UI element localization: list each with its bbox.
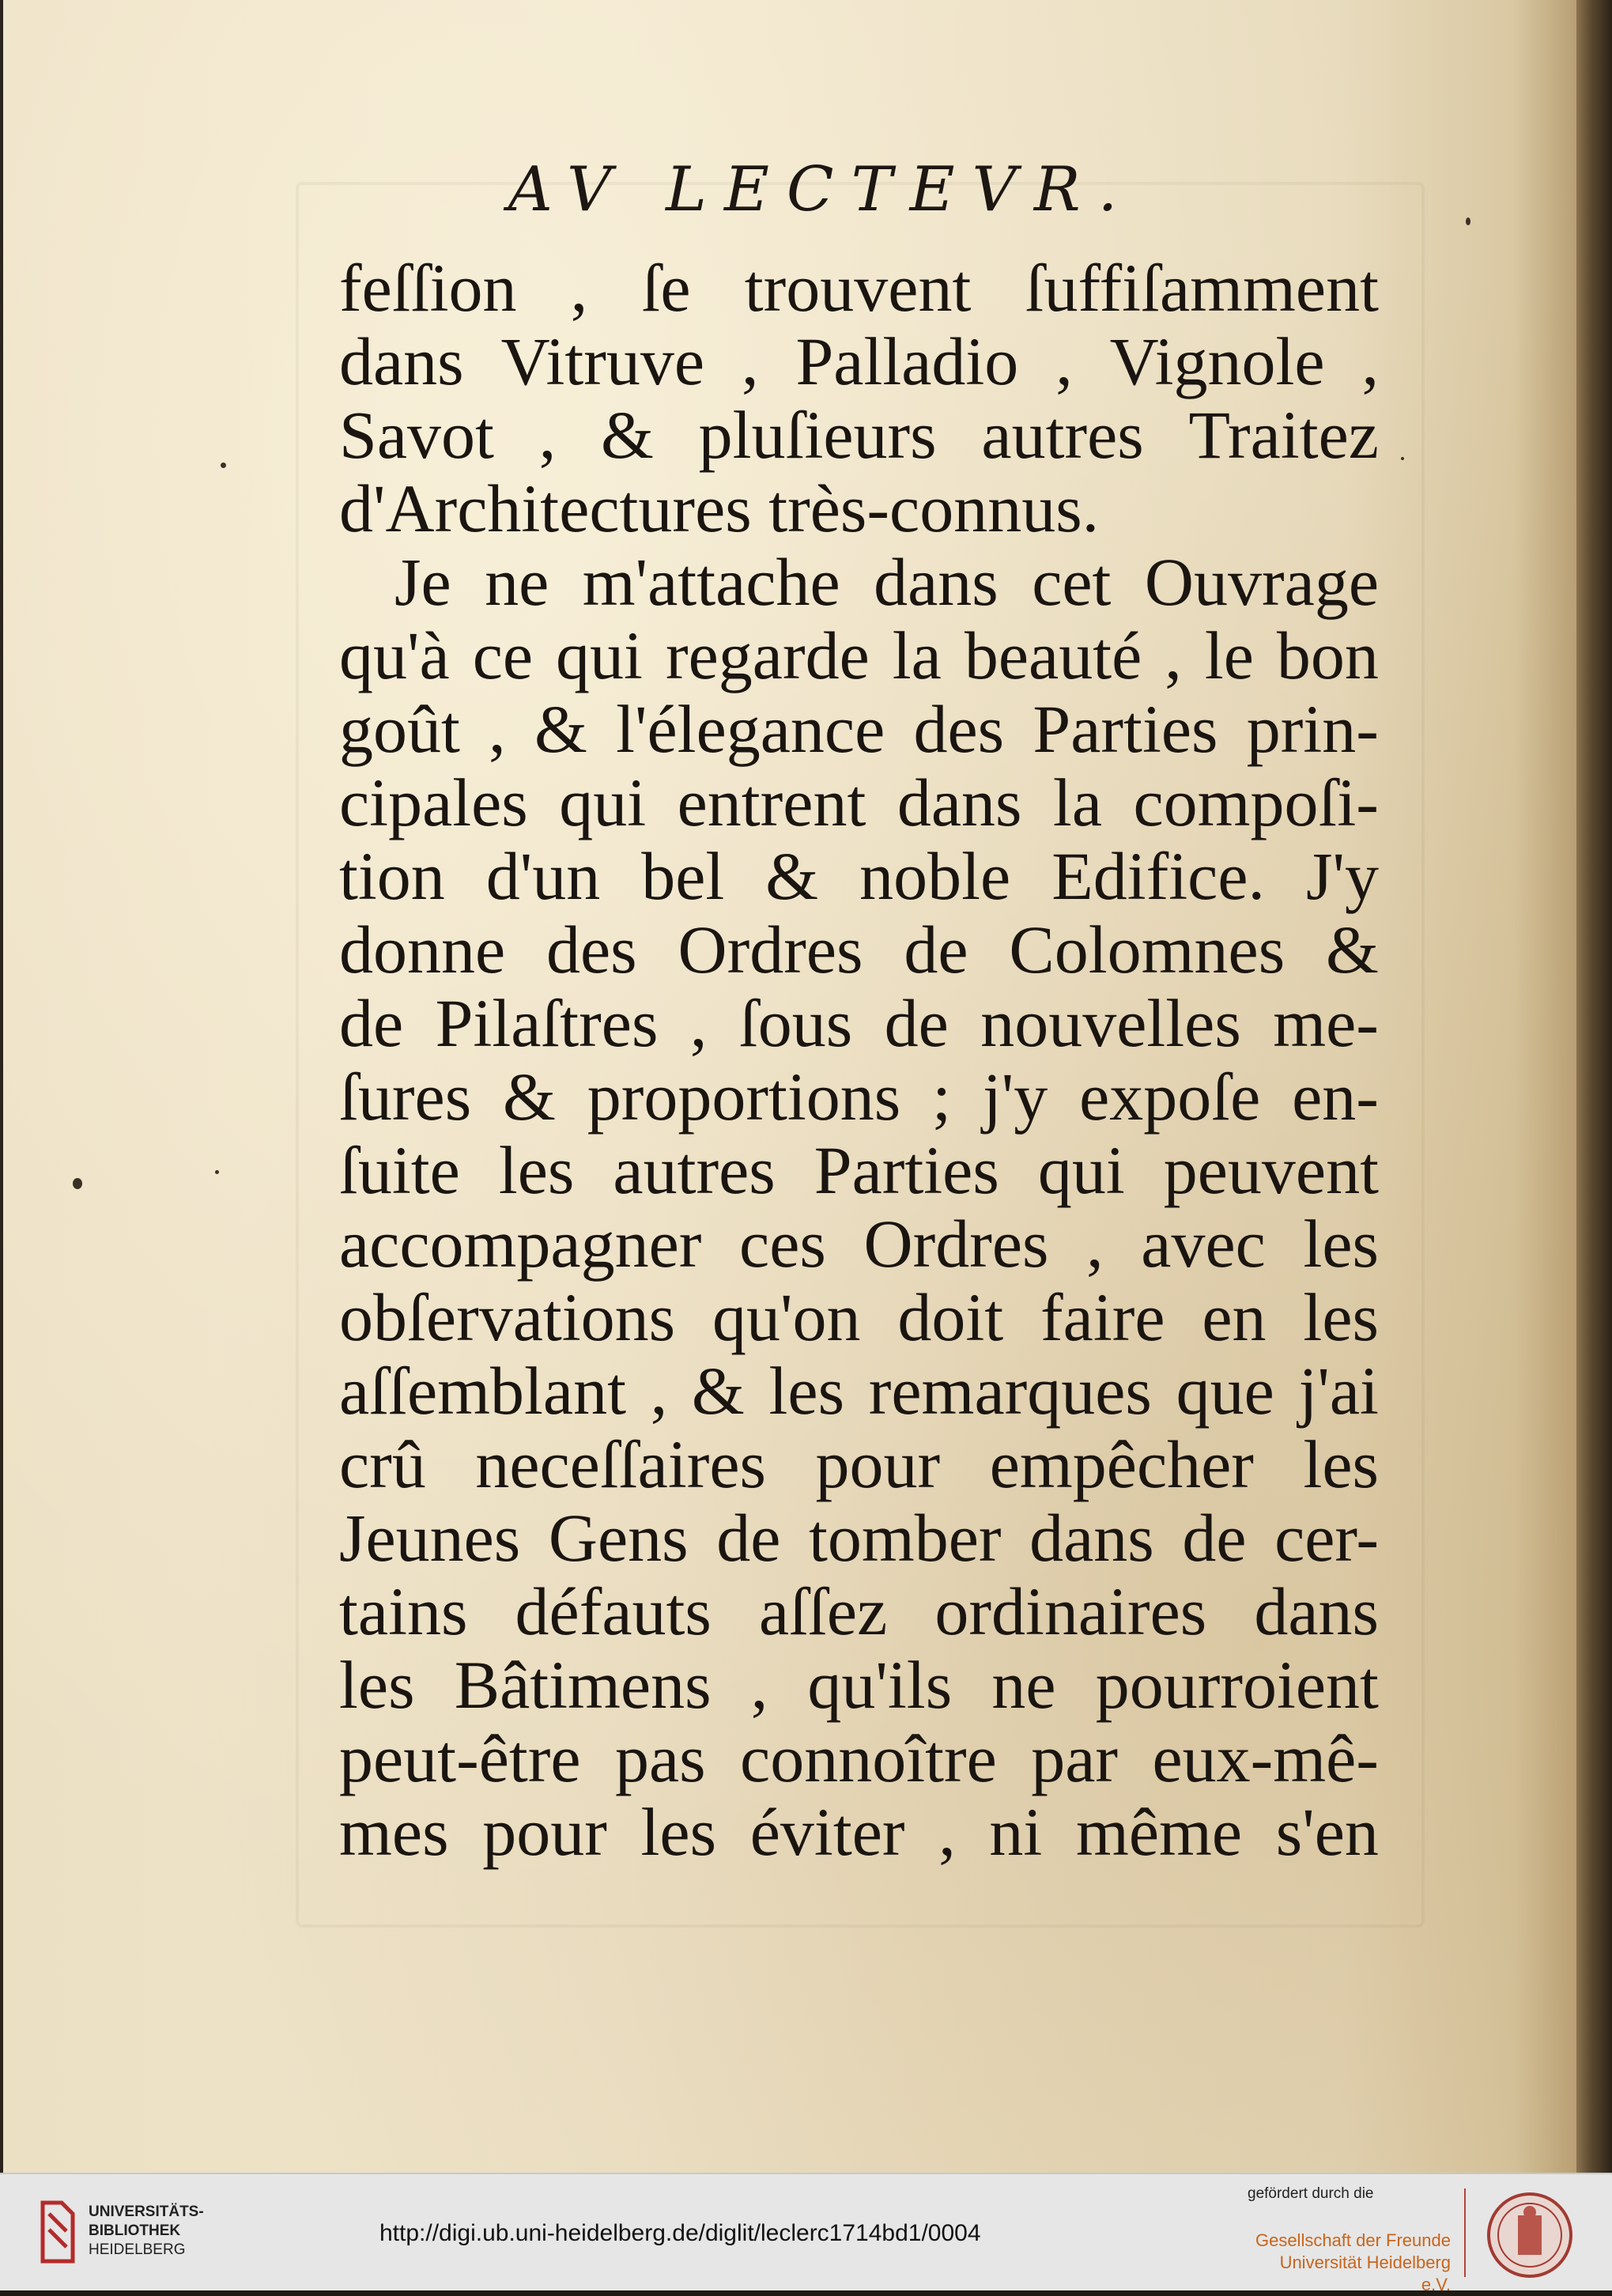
ink-speck	[215, 1170, 219, 1174]
text-line: tion d'un bel & noble Edifice. J'y	[339, 838, 1379, 914]
footer-divider	[1464, 2188, 1466, 2277]
text-line: cipales qui entrent dans la compoſi-	[339, 765, 1379, 840]
library-name-line: HEIDELBERG	[89, 2241, 186, 2258]
text-line: donne des Ordres de Colomnes &	[339, 912, 1379, 988]
text-line: aſſemblant , & les remarques que j'ai	[339, 1353, 1379, 1429]
library-name	[89, 2203, 204, 2260]
library-name-line: BIBLIOTHEK	[89, 2222, 181, 2239]
text-line: de Pilaſtres , ſous de nouvelles me-	[339, 985, 1379, 1061]
sponsor-name-line: Universität Heidelberg e.V.	[1279, 2253, 1451, 2294]
ink-speck	[1401, 457, 1404, 460]
text-line: ſures & proportions ; j'y expoſe en-	[339, 1059, 1379, 1135]
text-line: tains défauts aſſez ordinaires dans	[339, 1573, 1379, 1649]
book-edge	[1576, 0, 1612, 2173]
text-line: goût , & l'élegance des Parties prin-	[339, 691, 1379, 767]
funded-by-label: gefördert durch die	[1248, 2185, 1374, 2202]
university-seal-icon	[1486, 2192, 1573, 2279]
text-line: feſſion , ſe trouvent ſuffiſamment	[339, 250, 1379, 326]
text-line: Je ne m'attache dans cet Ouvrage	[395, 544, 1379, 620]
text-line: ſuite les autres Parties qui peuvent	[339, 1132, 1379, 1208]
text-line: d'Architectures très-connus.	[339, 470, 1100, 546]
body-text	[339, 251, 1379, 1869]
text-line: Savot , & pluſieurs autres Traitez	[339, 397, 1379, 473]
sponsor-name	[1253, 2230, 1451, 2296]
text-line: peut-être pas connoître par eux-mê-	[339, 1720, 1379, 1796]
ink-speck	[1466, 217, 1470, 225]
text-line: accompagner ces Ordres , avec les	[339, 1206, 1379, 1282]
sponsor-name-line: Gesellschaft der Freunde	[1255, 2230, 1451, 2250]
text-line: Jeunes Gens de tomber dans de cer-	[339, 1500, 1379, 1576]
running-head: AV LECTEVR.	[508, 154, 1135, 225]
footer-bar	[0, 2173, 1612, 2294]
paper-page	[3, 0, 1576, 2173]
text-line: dans Vitruve , Palladio , Vignole ,	[339, 323, 1379, 399]
ink-speck	[73, 1178, 82, 1189]
permalink-url[interactable]: http://digi.ub.uni-heidelberg.de/diglit/leclerc1714bd1/0004	[379, 2220, 981, 2246]
library-logo-icon	[38, 2198, 77, 2266]
text-line: qu'à ce qui regarde la beauté , le bon	[339, 617, 1379, 693]
text-line: obſervations qu'on doit faire en les	[339, 1279, 1379, 1355]
text-line: les Bâtimens , qu'ils ne pourroient	[339, 1647, 1379, 1723]
text-line: mes pour les éviter , ni même s'en	[339, 1794, 1379, 1870]
ink-speck	[221, 463, 226, 468]
text-line: crû neceſſaires pour empêcher les	[339, 1426, 1379, 1502]
library-name-line: UNIVERSITÄTS-	[89, 2203, 204, 2220]
